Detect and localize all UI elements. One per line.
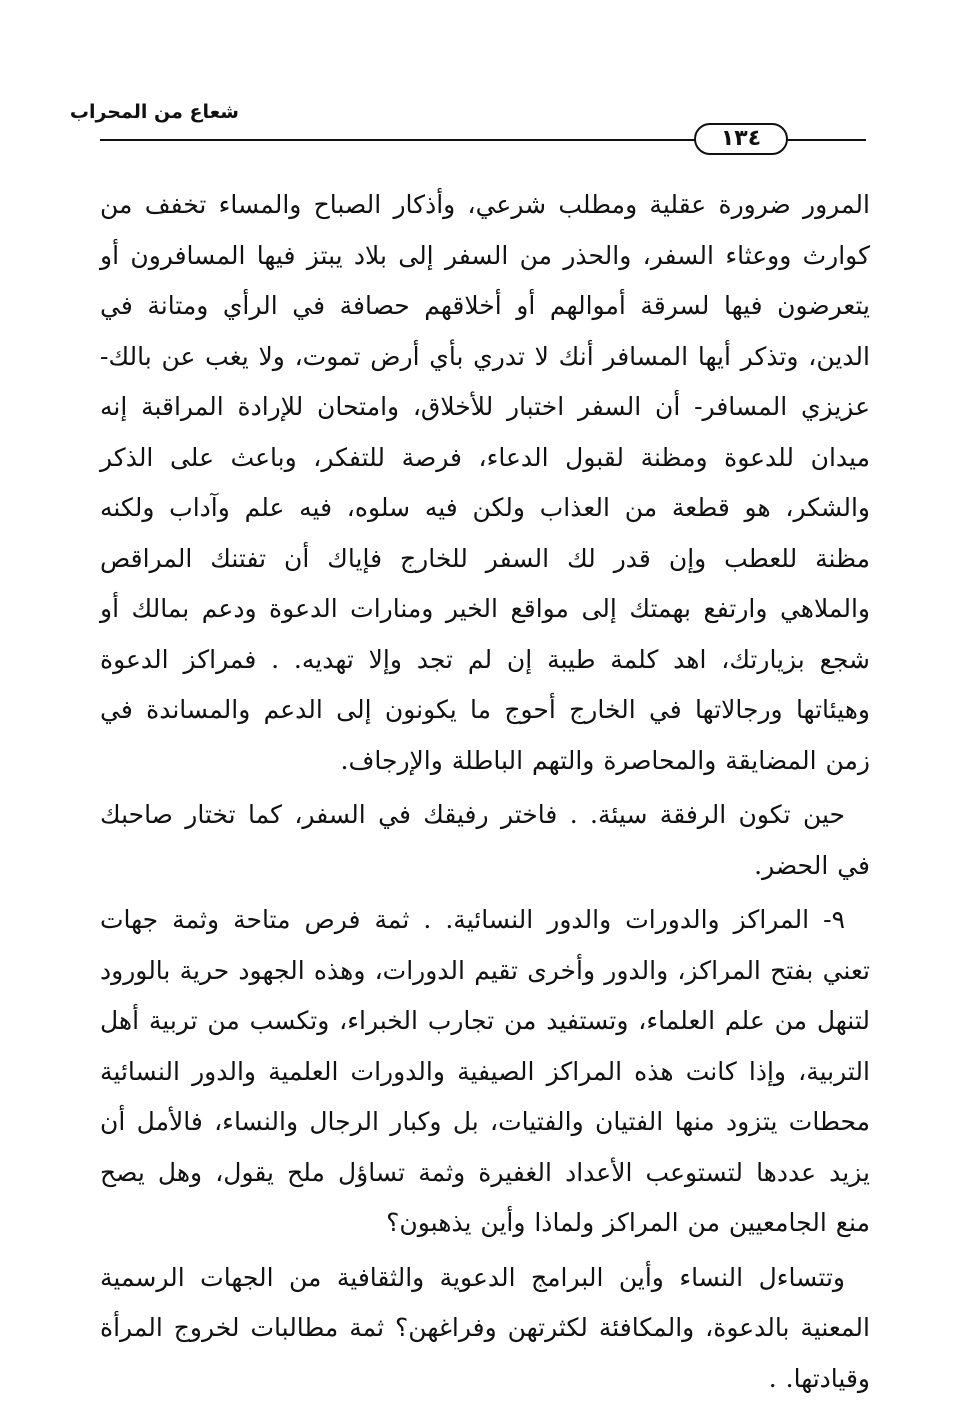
- paragraph: المرور ضرورة عقلية ومطلب شرعي، وأذكار الصباح والمساء تخفف من كوارث ووعثاء السفر، والحذر من السفر إلى بلاد يبتز فيها المسافرون أو يتعرضون فيها لسرقة أموالهم أو أخلاقهم حصافة في الرأي ومتانة في الدين، وتذكر أيها المسافر أنك لا تدري بأي أرض تموت، ولا يغب عن بالك- عزيزي المسافر- أن السفر اختبار للأخلاق، وامتحان للإرادة المراقبة إنه ميدان للدعوة ومظنة لقبول الدعاء، فرصة للتفكر، وباعث على الذكر والشكر، هو قطعة من العذاب ولكن فيه سلوه، فيه علم وآداب ولكنه مظنة للعطب وإن قدر لك السفر للخارج فإياك أن تفتنك المراقص والملاهي وارتفع بهمتك إلى مواقع الخير ومنارات الدعوة ودعم بمالك أو شجع بزيارتك، اهد كلمة طيبة إن لم تجد وإلا تهديه. . فمراكز الدعوة وهيئاتها ورجالاتها في الخارج أحوج ما يكونون إلى الدعم والمساندة في زمن المضايقة والمحاصرة والتهم الباطلة والإرجاف.: [100, 190, 870, 775]
- paragraph: حين تكون الرفقة سيئة. . فاختر رفيقك في السفر، كما تختار صاحبك في الحضر.: [100, 800, 870, 880]
- paragraph: وتتساءل النساء وأين البرامج الدعوية والثقافية من الجهات الرسمية المعنية بالدعوة، والمكافئة لكثرتهن وفراغهن؟ ثمة مطالبات لخروج المرأة وقيادتها. .: [100, 1262, 870, 1393]
- running-title: شعاع من المحراب: [69, 101, 239, 123]
- paragraph: ٩- المراكز والدورات والدور النسائية. . ثمة فرص متاحة وثمة جهات تعني بفتح المراكز، والدور وأخرى تقيم الدورات، وهذه الجهود حرية بالورود لتنهل من علم العلماء، وتستفيد من تجارب الخبراء، وتكسب من تربية أهل التربية، وإذا كانت هذه المراكز الصيفية والدورات العلمية والدور النسائية محطات يتزود منها الفتيان والفتيات، بل وكبار الرجال والنساء، فالأمل أن يزيد عددها لتستوعب الأعداد الغفيرة وثمة تساؤل ملح يقول، وهل يصح منع الجامعيين من المراكز ولماذا وأين يذهبون؟: [100, 905, 870, 1237]
- page-number: ١٣٤: [694, 123, 788, 155]
- body-text: [100, 180, 870, 1408]
